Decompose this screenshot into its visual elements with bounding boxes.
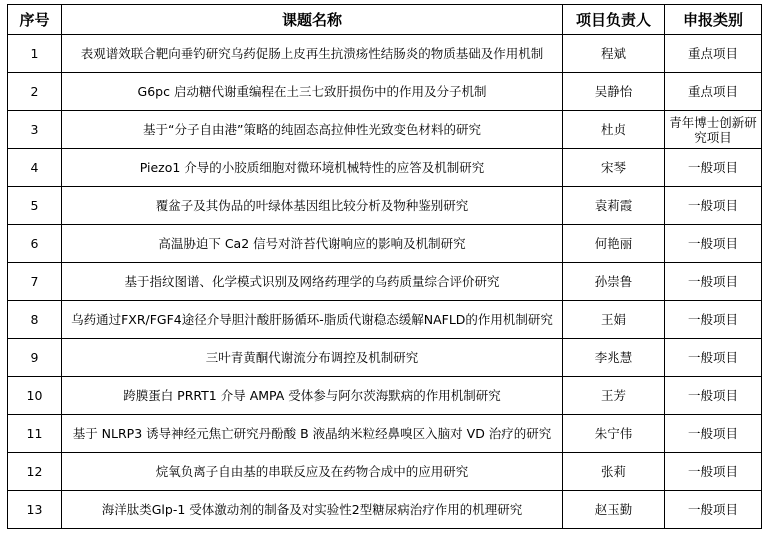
- row-leader: 宋琴: [563, 149, 665, 187]
- row-title: 高温胁迫下 Ca2 信号对浒苔代谢响应的影响及机制研究: [62, 225, 563, 263]
- row-category: 重点项目: [665, 35, 762, 73]
- table-row: [8, 415, 762, 453]
- row-leader: 赵玉勤: [563, 491, 665, 529]
- row-category: 一般项目: [665, 339, 762, 377]
- header-index: 序号: [8, 5, 62, 35]
- row-leader: 王娟: [563, 301, 665, 339]
- row-leader: 李兆慧: [563, 339, 665, 377]
- table-row: [8, 73, 762, 111]
- row-index: 9: [8, 339, 62, 377]
- row-leader: 孙崇鲁: [563, 263, 665, 301]
- project-table: [7, 4, 762, 529]
- row-index: 7: [8, 263, 62, 301]
- row-leader: 何艳丽: [563, 225, 665, 263]
- row-index: 3: [8, 111, 62, 149]
- row-category: 一般项目: [665, 377, 762, 415]
- row-title: 海洋肽类Glp-1 受体激动剂的制备及对实验性2型糖尿病治疗作用的机理研究: [62, 491, 563, 529]
- row-index: 2: [8, 73, 62, 111]
- table-row: [8, 263, 762, 301]
- row-title: 烷氧负离子自由基的串联反应及在药物合成中的应用研究: [62, 453, 563, 491]
- row-leader: 程斌: [563, 35, 665, 73]
- row-category: 一般项目: [665, 301, 762, 339]
- row-title: 乌药通过FXR/FGF4途径介导胆汁酸肝肠循环-脂质代谢稳态缓解NAFLD的作用机制研究: [62, 301, 563, 339]
- table-row: [8, 111, 762, 149]
- table-row: [8, 453, 762, 491]
- row-title: G6pc 启动糖代谢重编程在土三七致肝损伤中的作用及分子机制: [62, 73, 563, 111]
- row-index: 8: [8, 301, 62, 339]
- row-leader: 杜贞: [563, 111, 665, 149]
- row-index: 4: [8, 149, 62, 187]
- table-row: [8, 35, 762, 73]
- row-title: 三叶青黄酮代谢流分布调控及机制研究: [62, 339, 563, 377]
- row-index: 6: [8, 225, 62, 263]
- table-row: [8, 149, 762, 187]
- table-row: [8, 187, 762, 225]
- table-row: [8, 225, 762, 263]
- row-index: 11: [8, 415, 62, 453]
- header-category: 申报类别: [665, 5, 762, 35]
- row-index: 1: [8, 35, 62, 73]
- row-title: 跨膜蛋白 PRRT1 介导 AMPA 受体参与阿尔茨海默病的作用机制研究: [62, 377, 563, 415]
- row-leader: 吴静怡: [563, 73, 665, 111]
- row-index: 13: [8, 491, 62, 529]
- row-leader: 袁莉霞: [563, 187, 665, 225]
- row-leader: 朱宁伟: [563, 415, 665, 453]
- row-title: 基于 NLRP3 诱导神经元焦亡研究丹酚酸 B 液晶纳米粒经鼻嗅区入脑对 VD 治疗的研究: [62, 415, 563, 453]
- table-body: [8, 35, 762, 529]
- table-row: [8, 301, 762, 339]
- row-category: 一般项目: [665, 149, 762, 187]
- row-title: Piezo1 介导的小胶质细胞对微环境机械特性的应答及机制研究: [62, 149, 563, 187]
- table-row: [8, 339, 762, 377]
- project-table-container: [7, 4, 762, 529]
- row-index: 5: [8, 187, 62, 225]
- row-category: 一般项目: [665, 453, 762, 491]
- row-index: 12: [8, 453, 62, 491]
- row-category: 一般项目: [665, 263, 762, 301]
- row-category: 一般项目: [665, 491, 762, 529]
- table-row: [8, 491, 762, 529]
- row-title: 基于指纹图谱、化学模式识别及网络药理学的乌药质量综合评价研究: [62, 263, 563, 301]
- row-category: 一般项目: [665, 225, 762, 263]
- row-title: 基于“分子自由港”策略的纯固态高拉伸性光致变色材料的研究: [62, 111, 563, 149]
- table-header-row: [8, 5, 762, 35]
- row-leader: 张莉: [563, 453, 665, 491]
- row-title: 表观谱效联合靶向垂钓研究乌药促肠上皮再生抗溃疡性结肠炎的物质基础及作用机制: [62, 35, 563, 73]
- table-row: [8, 377, 762, 415]
- header-leader: 项目负责人: [563, 5, 665, 35]
- row-category: 一般项目: [665, 187, 762, 225]
- header-title: 课题名称: [62, 5, 563, 35]
- row-title: 覆盆子及其伪品的叶绿体基因组比较分析及物种鉴别研究: [62, 187, 563, 225]
- row-category: 一般项目: [665, 415, 762, 453]
- row-category: 重点项目: [665, 73, 762, 111]
- row-index: 10: [8, 377, 62, 415]
- row-leader: 王芳: [563, 377, 665, 415]
- row-category: 青年博士创新研究项目: [665, 111, 762, 149]
